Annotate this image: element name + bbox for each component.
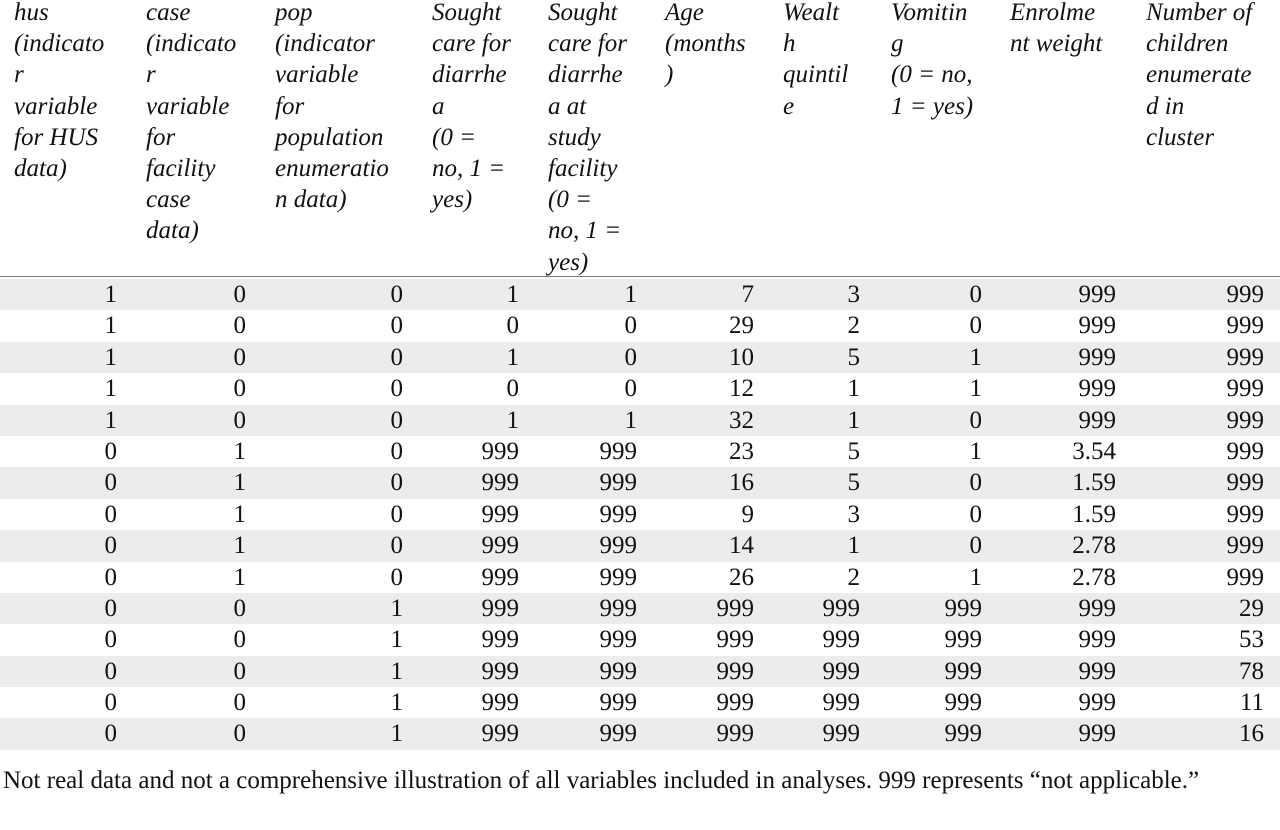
table-cell: 999 [1226,437,1264,465]
table-cell: 1 [390,626,403,654]
table-cell: 999 [599,532,637,560]
table-cell: 0 [233,312,246,340]
table-row [0,562,1280,593]
table-cell: 999 [1226,375,1264,403]
table-cell: 999 [481,563,519,591]
table-footnote: Not real data and not a comprehensive illustration of all variables included in analyses. 999 represents “not applicable.” [3,767,1200,794]
table-cell: 999 [1226,312,1264,340]
table-cell: 999 [822,626,860,654]
table-cell: 1 [104,406,117,434]
table-cell: 0 [506,312,519,340]
table-row [0,687,1280,718]
table-cell: 999 [481,657,519,685]
table-cell: 999 [1078,406,1116,434]
table-cell: 53 [1239,626,1264,654]
table-cell: 1 [390,657,403,685]
column-header: Sought care for diarrhe a at study facility (0 = no, 1 = yes) [548,0,627,276]
table-cell: 1 [624,281,637,308]
table-cell: 2 [847,563,860,591]
table-row [0,279,1280,310]
column-header: Enrolme nt weight [1010,0,1103,58]
table-cell: 0 [104,720,117,748]
table-cell: 0 [104,563,117,591]
table-cell: 0 [624,375,637,403]
table-cell: 1 [390,720,403,748]
table-cell: 29 [1239,594,1264,622]
table-cell: 999 [1226,563,1264,591]
table-cell: 0 [390,532,403,560]
table-cell: 999 [822,657,860,685]
table-cell: 999 [481,689,519,717]
table-cell: 0 [390,563,403,591]
table-cell: 0 [233,720,246,748]
table-row [0,593,1280,624]
table-cell: 999 [944,689,982,717]
table-cell: 999 [822,689,860,717]
table-cell: 0 [969,406,982,434]
table-cell: 1 [969,563,982,591]
table-cell: 999 [716,720,754,748]
table-cell: 1 [624,406,637,434]
table-cell: 14 [729,532,754,560]
table-cell: 1.59 [1072,500,1116,528]
table-cell: 999 [599,500,637,528]
table-cell: 999 [599,469,637,497]
table-cell: 999 [481,532,519,560]
table-cell: 0 [624,312,637,340]
table-cell: 999 [1226,500,1264,528]
table-cell: 999 [599,626,637,654]
table-cell: 0 [233,281,246,308]
table-row [0,530,1280,561]
column-header: Sought care for diarrhe a (0 = no, 1 = yes) [432,0,511,214]
table-cell: 3 [847,281,860,308]
table-cell: 0 [233,406,246,434]
table-cell: 1 [233,500,246,528]
table-cell: 2.78 [1072,532,1116,560]
table-cell: 0 [969,312,982,340]
table-cell: 2 [847,312,860,340]
table-cell: 999 [481,594,519,622]
table-cell: 999 [716,657,754,685]
table-cell: 999 [944,720,982,748]
table-row [0,467,1280,498]
table-cell: 1 [104,281,117,308]
column-header: Age (months ) [665,0,746,89]
table-cell: 999 [1078,375,1116,403]
table-cell: 9 [741,500,754,528]
table-header [0,0,1280,276]
table-cell: 0 [233,343,246,371]
table-cell: 16 [1239,720,1264,748]
table-cell: 5 [847,469,860,497]
table-cell: 0 [390,343,403,371]
table-cell: 0 [104,594,117,622]
table-cell: 999 [481,469,519,497]
table-cell: 29 [729,312,754,340]
table-cell: 0 [390,469,403,497]
table-cell: 1 [233,469,246,497]
table-cell: 999 [822,594,860,622]
table-cell: 16 [729,469,754,497]
column-header: case (indicato r variable for facility case data) [146,0,237,245]
table-cell: 1 [506,281,519,308]
table-cell: 0 [233,375,246,403]
table-cell: 0 [104,626,117,654]
table-cell: 1 [847,532,860,560]
column-header: pop (indicator variable for population enumeratio n data) [275,0,389,214]
table-body [0,279,1280,750]
table-cell: 999 [1226,469,1264,497]
table-row [0,373,1280,404]
table-cell: 5 [847,343,860,371]
table-cell: 999 [944,594,982,622]
header-rule [0,276,1280,277]
table-cell: 11 [1239,689,1264,717]
table-cell: 0 [969,532,982,560]
table-cell: 0 [104,689,117,717]
table-cell: 999 [599,437,637,465]
table-cell: 0 [390,406,403,434]
table-cell: 999 [599,689,637,717]
table-cell: 999 [1078,594,1116,622]
table-cell: 26 [729,563,754,591]
table-cell: 7 [741,281,754,308]
table-cell: 1 [506,406,519,434]
table-cell: 1 [104,343,117,371]
table-cell: 1 [104,312,117,340]
table-cell: 999 [716,689,754,717]
table-cell: 999 [481,720,519,748]
table-row [0,405,1280,436]
table-cell: 0 [969,500,982,528]
table-cell: 1 [104,375,117,403]
table-cell: 0 [104,532,117,560]
table-cell: 0 [104,437,117,465]
table-cell: 0 [390,375,403,403]
table-cell: 999 [599,720,637,748]
table-cell: 0 [624,343,637,371]
table-cell: 78 [1239,657,1264,685]
table-cell: 999 [481,437,519,465]
table-row [0,310,1280,341]
table-cell: 0 [390,281,403,308]
table-cell: 999 [1078,281,1116,308]
table-cell: 999 [1078,343,1116,371]
table-cell: 999 [599,657,637,685]
table-cell: 1 [233,532,246,560]
table-row [0,718,1280,749]
table-row [0,624,1280,655]
column-header: Number of children enumerate d in cluster [1146,0,1253,151]
table-cell: 3.54 [1072,437,1116,465]
table-cell: 999 [944,657,982,685]
table-cell: 0 [233,689,246,717]
column-header: Vomitin g (0 = no, 1 = yes) [891,0,974,120]
table-cell: 1 [969,375,982,403]
table-row [0,436,1280,467]
table-cell: 999 [1078,689,1116,717]
column-header: Wealt h quintil e [783,0,849,120]
table-cell: 999 [599,563,637,591]
table-cell: 1.59 [1072,469,1116,497]
table-cell: 12 [729,375,754,403]
table-cell: 999 [1078,720,1116,748]
table-cell: 3 [847,500,860,528]
table-cell: 0 [969,281,982,308]
table-cell: 999 [1226,532,1264,560]
table-cell: 0 [104,657,117,685]
table-cell: 1 [506,343,519,371]
table-cell: 999 [481,500,519,528]
table-cell: 0 [233,626,246,654]
table-cell: 999 [1226,406,1264,434]
table-cell: 2.78 [1072,563,1116,591]
table-cell: 0 [390,500,403,528]
column-header: hus (indicato r variable for HUS data) [14,0,105,183]
table-cell: 1 [969,437,982,465]
table-cell: 0 [104,500,117,528]
table-cell: 999 [1078,626,1116,654]
table-cell: 999 [1078,312,1116,340]
table-cell: 0 [506,375,519,403]
table-row [0,499,1280,530]
table-cell: 0 [104,469,117,497]
table-cell: 999 [481,626,519,654]
table-cell: 999 [944,626,982,654]
table-cell: 23 [729,437,754,465]
table-cell: 999 [716,626,754,654]
table-cell: 0 [390,312,403,340]
table-cell: 0 [233,594,246,622]
table-cell: 1 [847,406,860,434]
table-cell: 32 [729,406,754,434]
table-cell: 1 [390,689,403,717]
table-row [0,656,1280,687]
table-cell: 10 [729,343,754,371]
table-cell: 1 [969,343,982,371]
table-row [0,342,1280,373]
table-cell: 5 [847,437,860,465]
table-cell: 0 [390,437,403,465]
table-cell: 0 [969,469,982,497]
table-cell: 999 [716,594,754,622]
table-cell: 999 [1226,281,1264,308]
table-cell: 1 [390,594,403,622]
table-cell: 999 [1226,343,1264,371]
table-cell: 1 [233,563,246,591]
table-cell: 1 [233,437,246,465]
table-cell: 0 [233,657,246,685]
table-cell: 999 [822,720,860,748]
table-cell: 999 [599,594,637,622]
table-cell: 1 [847,375,860,403]
table-cell: 999 [1078,657,1116,685]
